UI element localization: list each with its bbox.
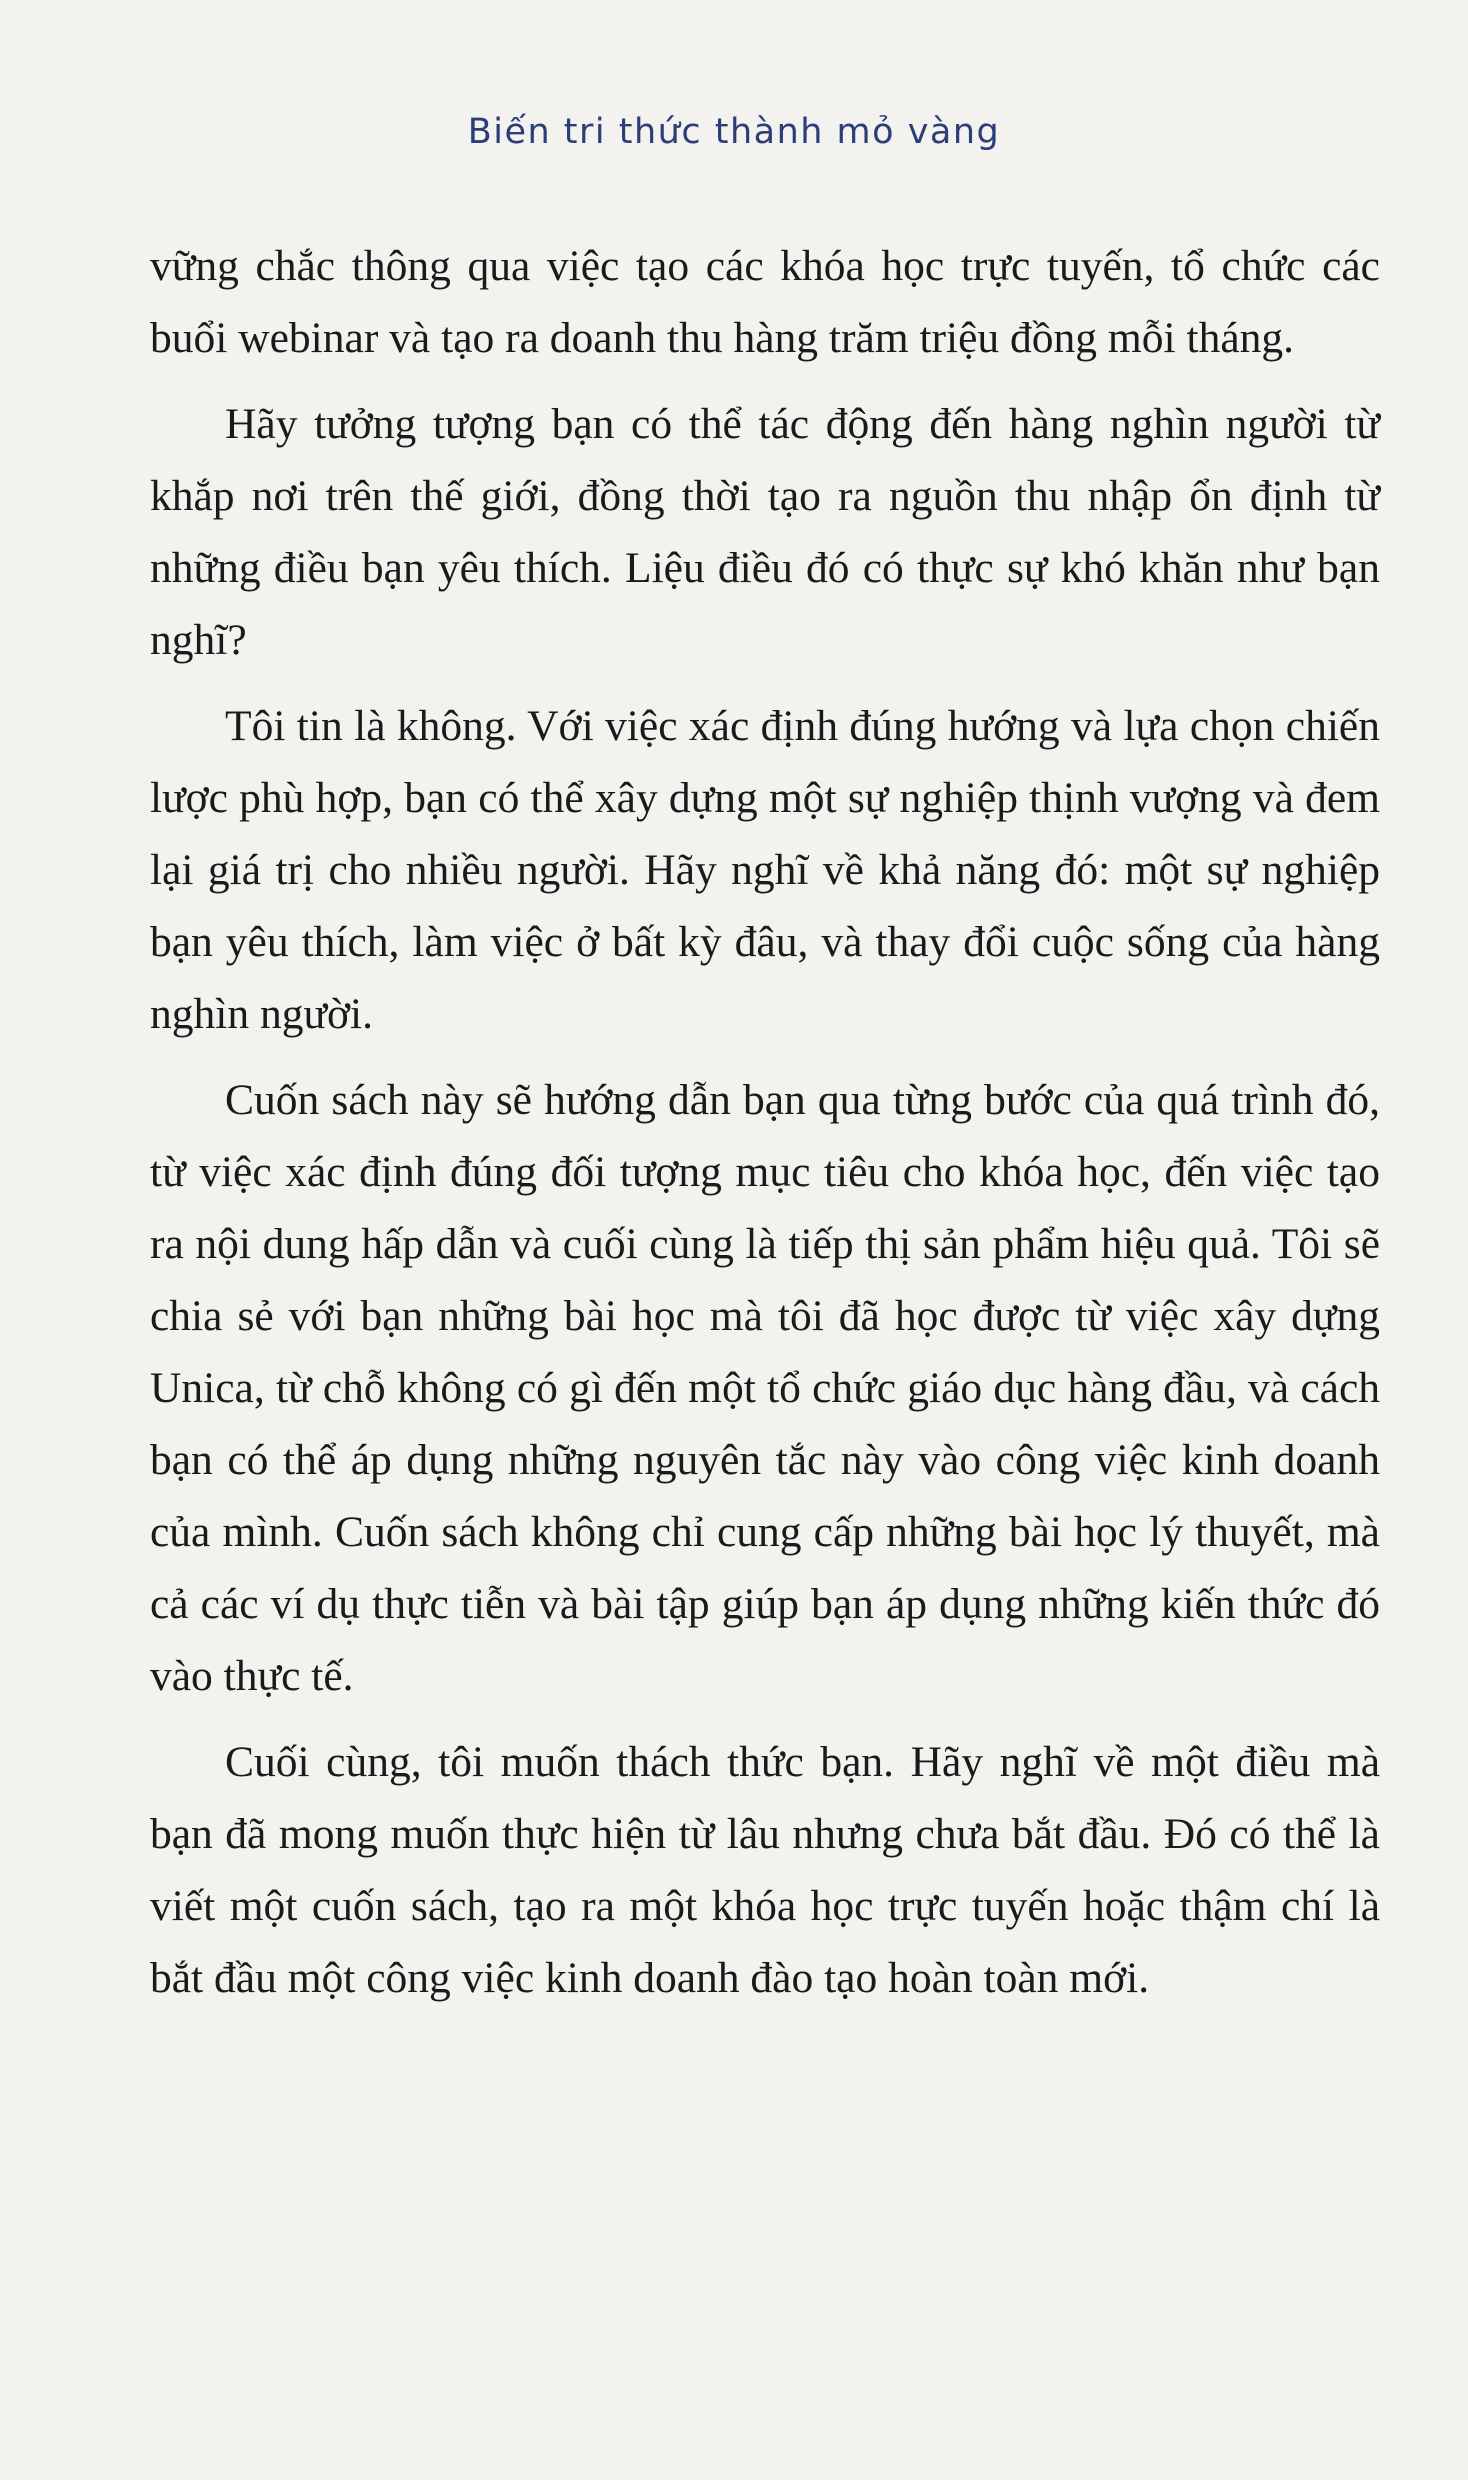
paragraph: Cuốn sách này sẽ hướng dẫn bạn qua từng bước của quá trình đó, từ việc xác định đúng đối tượng mục tiêu cho khóa học, đến việc tạo ra nội dung hấp dẫn và cuối cùng là tiếp thị sản phẩm hiệu quả. Tôi sẽ chia sẻ với bạn những bài học mà tôi đã học được từ việc xây dựng Unica, từ chỗ không có gì đến một tổ chức giáo dục hàng đầu, và cách bạn có thể áp dụng những nguyên tắc này vào công việc kinh doanh của mình. Cuốn sách không chỉ cung cấp những bài học lý thuyết, mà cả các ví dụ thực tiễn và bài tập giúp bạn áp dụng những kiến thức đó vào thực tế. bbox=[150, 1076, 1380, 1700]
paragraph: Cuối cùng, tôi muốn thách thức bạn. Hãy nghĩ về một điều mà bạn đã mong muốn thực hiện từ lâu nhưng chưa bắt đầu. Đó có thể là viết một cuốn sách, tạo ra một khóa học trực tuyến hoặc thậm chí là bắt đầu một công việc kinh doanh đào tạo hoàn toàn mới. bbox=[150, 1738, 1380, 2002]
paragraph: Hãy tưởng tượng bạn có thể tác động đến hàng nghìn người từ khắp nơi trên thế giới, đồng thời tạo ra nguồn thu nhập ổn định từ những điều bạn yêu thích. Liệu điều đó có thực sự khó khăn như bạn nghĩ? bbox=[150, 400, 1380, 664]
running-header-title: Biến tri thức thành mỏ vàng bbox=[467, 112, 1001, 152]
paragraph-continued: vững chắc thông qua việc tạo các khóa học trực tuyến, tổ chức các buổi webinar và tạo ra doanh thu hàng trăm triệu đồng mỗi tháng. bbox=[150, 242, 1380, 362]
paragraph: Tôi tin là không. Với việc xác định đúng hướng và lựa chọn chiến lược phù hợp, bạn có thể xây dựng một sự nghiệp thịnh vượng và đem lại giá trị cho nhiều người. Hãy nghĩ về khả năng đó: một sự nghiệp bạn yêu thích, làm việc ở bất kỳ đâu, và thay đổi cuộc sống của hàng nghìn người. bbox=[150, 702, 1380, 1038]
body-text bbox=[150, 230, 1380, 2028]
